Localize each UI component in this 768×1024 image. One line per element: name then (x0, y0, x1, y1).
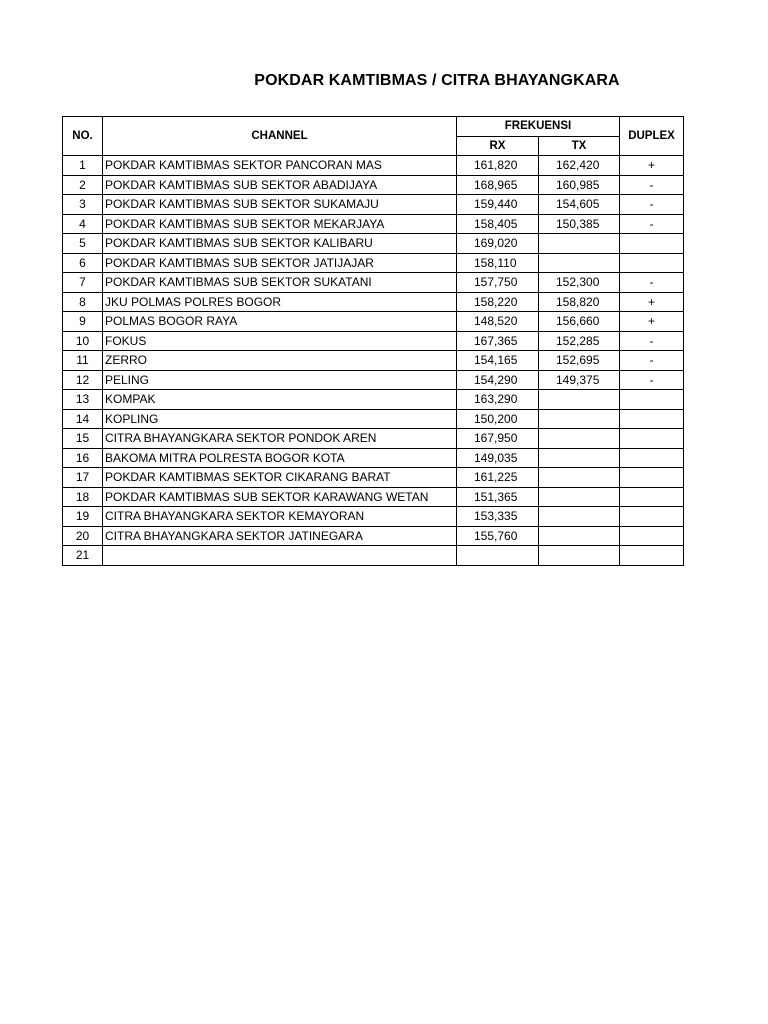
cell-no: 2 (63, 175, 103, 195)
cell-rx: 158,405 (457, 214, 539, 234)
table-row (63, 526, 684, 546)
cell-channel: KOPLING (103, 409, 457, 429)
cell-rx: 149,035 (457, 448, 539, 468)
cell-channel: POLMAS BOGOR RAYA (103, 312, 457, 332)
cell-duplex: - (620, 175, 684, 195)
cell-tx: 154,605 (539, 195, 620, 215)
cell-duplex (620, 429, 684, 449)
cell-no: 14 (63, 409, 103, 429)
cell-duplex (620, 253, 684, 273)
cell-duplex: - (620, 331, 684, 351)
cell-duplex: + (620, 156, 684, 176)
cell-channel: JKU POLMAS POLRES BOGOR (103, 292, 457, 312)
cell-tx (539, 487, 620, 507)
cell-channel (103, 546, 457, 566)
cell-no: 9 (63, 312, 103, 332)
cell-rx: 154,290 (457, 370, 539, 390)
cell-duplex (620, 448, 684, 468)
cell-rx: 153,335 (457, 507, 539, 527)
table-row (63, 331, 684, 351)
cell-rx (457, 546, 539, 566)
cell-channel: POKDAR KAMTIBMAS SUB SEKTOR JATIJAJAR (103, 253, 457, 273)
cell-rx: 168,965 (457, 175, 539, 195)
table-row (63, 292, 684, 312)
cell-channel: POKDAR KAMTIBMAS SUB SEKTOR SUKATANI (103, 273, 457, 293)
header-frekuensi: FREKUENSI (457, 117, 620, 137)
cell-no: 3 (63, 195, 103, 215)
cell-duplex: - (620, 195, 684, 215)
cell-channel: PELING (103, 370, 457, 390)
table-body (63, 156, 684, 566)
cell-rx: 158,220 (457, 292, 539, 312)
cell-tx: 152,285 (539, 331, 620, 351)
cell-no: 8 (63, 292, 103, 312)
cell-tx (539, 253, 620, 273)
cell-tx: 162,420 (539, 156, 620, 176)
cell-duplex (620, 468, 684, 488)
cell-rx: 155,760 (457, 526, 539, 546)
cell-no: 12 (63, 370, 103, 390)
cell-no: 17 (63, 468, 103, 488)
table-row (63, 390, 684, 410)
cell-no: 7 (63, 273, 103, 293)
header-no: NO. (63, 117, 103, 156)
table-row (63, 175, 684, 195)
cell-channel: CITRA BHAYANGKARA SEKTOR JATINEGARA (103, 526, 457, 546)
cell-rx: 150,200 (457, 409, 539, 429)
table-row (63, 234, 684, 254)
frequency-table (62, 116, 684, 566)
cell-channel: CITRA BHAYANGKARA SEKTOR PONDOK AREN (103, 429, 457, 449)
cell-duplex (620, 234, 684, 254)
cell-no: 1 (63, 156, 103, 176)
cell-no: 4 (63, 214, 103, 234)
cell-channel: BAKOMA MITRA POLRESTA BOGOR KOTA (103, 448, 457, 468)
cell-channel: POKDAR KAMTIBMAS SUB SEKTOR SUKAMAJU (103, 195, 457, 215)
cell-tx (539, 390, 620, 410)
cell-no: 10 (63, 331, 103, 351)
cell-duplex: + (620, 312, 684, 332)
table-row (63, 214, 684, 234)
cell-no: 19 (63, 507, 103, 527)
table-row (63, 253, 684, 273)
cell-tx: 158,820 (539, 292, 620, 312)
cell-rx: 154,165 (457, 351, 539, 371)
cell-duplex: - (620, 214, 684, 234)
table-row (63, 351, 684, 371)
cell-channel: CITRA BHAYANGKARA SEKTOR KEMAYORAN (103, 507, 457, 527)
cell-channel: POKDAR KAMTIBMAS SEKTOR PANCORAN MAS (103, 156, 457, 176)
cell-rx: 167,950 (457, 429, 539, 449)
table-row (63, 370, 684, 390)
cell-tx: 150,385 (539, 214, 620, 234)
cell-rx: 158,110 (457, 253, 539, 273)
cell-tx: 149,375 (539, 370, 620, 390)
cell-no: 20 (63, 526, 103, 546)
cell-duplex (620, 487, 684, 507)
table-row (63, 312, 684, 332)
cell-tx (539, 526, 620, 546)
cell-tx (539, 234, 620, 254)
cell-channel: POKDAR KAMTIBMAS SUB SEKTOR MEKARJAYA (103, 214, 457, 234)
cell-no: 15 (63, 429, 103, 449)
header-channel: CHANNEL (103, 117, 457, 156)
cell-no: 13 (63, 390, 103, 410)
cell-duplex: + (620, 292, 684, 312)
cell-no: 18 (63, 487, 103, 507)
table-row (63, 273, 684, 293)
table-row (63, 195, 684, 215)
cell-rx: 159,440 (457, 195, 539, 215)
cell-no: 6 (63, 253, 103, 273)
cell-rx: 167,365 (457, 331, 539, 351)
cell-rx: 161,820 (457, 156, 539, 176)
cell-rx: 169,020 (457, 234, 539, 254)
cell-rx: 161,225 (457, 468, 539, 488)
cell-rx: 148,520 (457, 312, 539, 332)
cell-no: 21 (63, 546, 103, 566)
cell-tx (539, 409, 620, 429)
cell-channel: ZERRO (103, 351, 457, 371)
page-title: POKDAR KAMTIBMAS / CITRA BHAYANGKARA (254, 72, 620, 89)
cell-duplex: - (620, 351, 684, 371)
cell-tx (539, 448, 620, 468)
cell-tx: 152,695 (539, 351, 620, 371)
cell-duplex (620, 546, 684, 566)
header-row (63, 117, 684, 137)
table-header (63, 117, 684, 156)
table-row (63, 487, 684, 507)
cell-channel: POKDAR KAMTIBMAS SUB SEKTOR KARAWANG WETAN (103, 487, 457, 507)
cell-duplex: - (620, 273, 684, 293)
cell-tx (539, 429, 620, 449)
cell-rx: 151,365 (457, 487, 539, 507)
cell-channel: KOMPAK (103, 390, 457, 410)
cell-channel: POKDAR KAMTIBMAS SEKTOR CIKARANG BARAT (103, 468, 457, 488)
cell-duplex (620, 409, 684, 429)
header-rx: RX (457, 136, 539, 156)
table-row (63, 448, 684, 468)
cell-tx: 160,985 (539, 175, 620, 195)
table-row (63, 429, 684, 449)
cell-no: 11 (63, 351, 103, 371)
cell-tx: 152,300 (539, 273, 620, 293)
table-row (63, 546, 684, 566)
table-row (63, 156, 684, 176)
header-tx: TX (539, 136, 620, 156)
header-duplex: DUPLEX (620, 117, 684, 156)
cell-channel: POKDAR KAMTIBMAS SUB SEKTOR ABADIJAYA (103, 175, 457, 195)
cell-duplex (620, 507, 684, 527)
cell-duplex (620, 526, 684, 546)
table-row (63, 409, 684, 429)
cell-channel: POKDAR KAMTIBMAS SUB SEKTOR KALIBARU (103, 234, 457, 254)
table-row (63, 468, 684, 488)
cell-duplex: - (620, 370, 684, 390)
cell-channel: FOKUS (103, 331, 457, 351)
cell-tx (539, 468, 620, 488)
cell-tx (539, 546, 620, 566)
cell-rx: 157,750 (457, 273, 539, 293)
cell-no: 16 (63, 448, 103, 468)
table-row (63, 507, 684, 527)
cell-tx (539, 507, 620, 527)
cell-tx: 156,660 (539, 312, 620, 332)
cell-no: 5 (63, 234, 103, 254)
cell-rx: 163,290 (457, 390, 539, 410)
cell-duplex (620, 390, 684, 410)
